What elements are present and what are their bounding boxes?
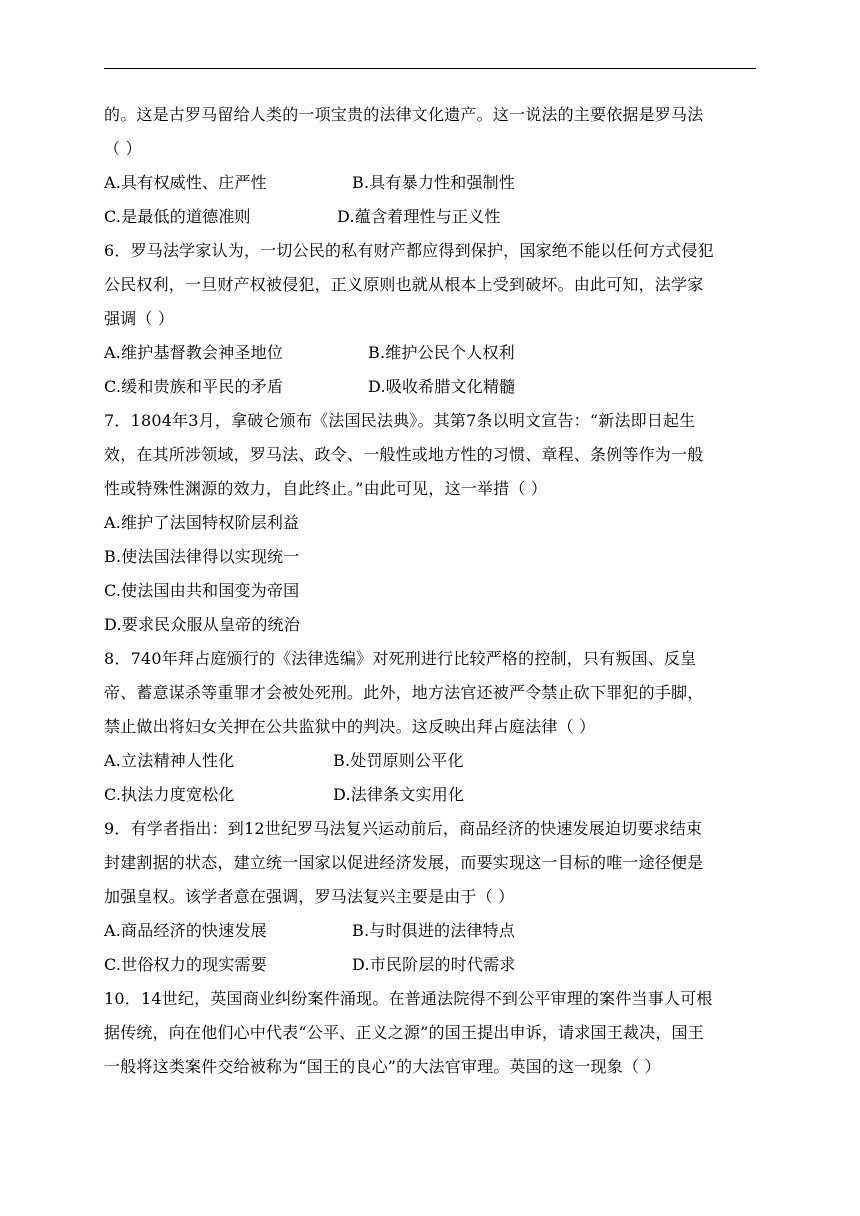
q7-option-d: D.要求民众服从皇帝的统治 <box>104 615 300 634</box>
q8-stem-line-3: 禁止做出将妇女关押在公共监狱中的判决。这反映出拜占庭法律（ ） <box>104 717 596 736</box>
q10-stem-line-2: 据传统，向在他们心中代表“公平、正义之源”的国王提出申诉，请求国王裁决，国王 <box>104 1023 704 1042</box>
q9-options-row-1 <box>104 914 764 948</box>
q10-stem-line-3: 一般将这类案件交给被称为“国王的良心”的大法官审理。英国的这一现象（ ） <box>104 1057 661 1076</box>
q5-option-b: B.具有暴力性和强制性 <box>352 173 516 192</box>
q7-stem-line-1: 7．1804年3月，拿破仑颁布《法国民法典》。其第7条以明文宣告：“新法即日起生 <box>104 411 696 430</box>
q9-option-b: B.与时俱进的法律特点 <box>352 921 516 940</box>
q5-option-d: D.蕴含着理性与正义性 <box>337 207 501 226</box>
q7-option-a: A.维护了法国特权阶层利益 <box>104 513 300 532</box>
q9-stem-line-1: 9．有学者指出：到12世纪罗马法复兴运动前后，商品经济的快速发展迫切要求结束 <box>104 819 703 838</box>
q6-stem-line-3: 强调（ ） <box>104 309 175 328</box>
q8-option-c: C.执法力度宽松化 <box>104 785 235 804</box>
q7-stem-line-2: 效，在其所涉领域，罗马法、政令、一般性或地方性的习惯、章程、条例等作为一般 <box>104 445 704 464</box>
q9-options-row-2 <box>104 948 764 982</box>
q8-option-b: B.处罚原则公平化 <box>333 751 464 770</box>
header-rule <box>104 68 756 69</box>
q6-option-b: B.维护公民个人权利 <box>368 343 515 362</box>
q9-option-a: A.商品经济的快速发展 <box>104 921 267 940</box>
q5-stem-line-1: 的。这是古罗马留给人类的一项宝贵的法律文化遗产。这一说法的主要依据是罗马法 <box>104 105 704 124</box>
q6-option-a: A.维护基督教会神圣地位 <box>104 343 284 362</box>
q8-stem-line-1: 8．740年拜占庭颁行的《法律选编》对死刑进行比较严格的控制，只有叛国、反皇 <box>104 649 697 668</box>
q6-options-row-2 <box>104 370 764 404</box>
q5-options-row-1 <box>104 166 764 200</box>
q7-option-b: B.使法国法律得以实现统一 <box>104 547 300 566</box>
q8-option-a: A.立法精神人性化 <box>104 751 235 770</box>
q6-options-row-1 <box>104 336 764 370</box>
q6-option-d: D.吸收希腊文化精髓 <box>368 377 516 396</box>
q5-option-a: A.具有权威性、庄严性 <box>104 173 267 192</box>
question-content <box>104 98 764 1084</box>
q9-option-c: C.世俗权力的现实需要 <box>104 955 267 974</box>
q5-option-c: C.是最低的道德准则 <box>104 207 251 226</box>
q6-stem-line-1: 6．罗马法学家认为，一切公民的私有财产都应得到保护，国家绝不能以任何方式侵犯 <box>104 241 714 260</box>
q6-option-c: C.缓和贵族和平民的矛盾 <box>104 377 284 396</box>
q10-stem-line-1: 10．14世纪，英国商业纠纷案件涌现。在普通法院得不到公平审理的案件当事人可根 <box>104 989 713 1008</box>
q5-stem-line-2: （ ） <box>104 139 142 158</box>
q8-stem-line-2: 帝、蓄意谋杀等重罪才会被处死刑。此外，地方法官还被严令禁止砍下罪犯的手脚， <box>104 683 704 702</box>
q9-stem-line-3: 加强皇权。该学者意在强调，罗马法复兴主要是由于（ ） <box>104 887 515 906</box>
q8-options-row-1 <box>104 744 764 778</box>
q8-options-row-2 <box>104 778 764 812</box>
q9-option-d: D.市民阶层的时代需求 <box>352 955 516 974</box>
q9-stem-line-2: 封建割据的状态，建立统一国家以促进经济发展，而要实现这一目标的唯一途径便是 <box>104 853 704 872</box>
q5-options-row-2 <box>104 200 764 234</box>
q7-option-c: C.使法国由共和国变为帝国 <box>104 581 300 600</box>
q6-stem-line-2: 公民权利，一旦财产权被侵犯，正义原则也就从根本上受到破坏。由此可知，法学家 <box>104 275 704 294</box>
q8-option-d: D.法律条文实用化 <box>333 785 465 804</box>
q7-stem-line-3: 性或特殊性渊源的效力，自此终止。”由此可见，这一举措（ ） <box>104 479 548 498</box>
